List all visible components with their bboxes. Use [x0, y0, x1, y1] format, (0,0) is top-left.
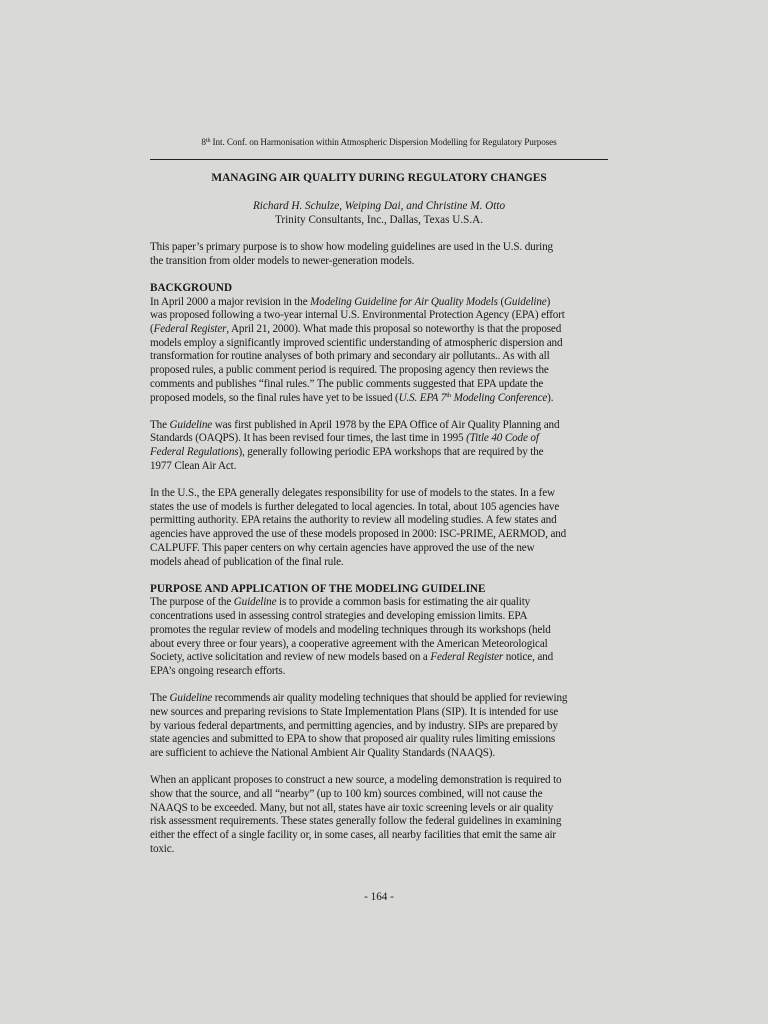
- bg-p3-line-5: CALPUFF. This paper centers on why certain agencies have approved the use of the new: [150, 541, 535, 554]
- purpose-paragraph-3: [150, 774, 608, 856]
- pu-p3-line-6: toxic.: [150, 842, 175, 855]
- background-paragraph-3: [150, 487, 608, 569]
- bg-p1-line-7: comments and publishes “final rules.” The public comments suggested that EPA update the: [150, 377, 544, 390]
- conference-name: Int. Conf. on Harmonisation within Atmospheric Dispersion Modelling for Regulatory Purposes: [210, 137, 557, 147]
- bg-p2-line-4: 1977 Clean Air Act.: [150, 459, 237, 472]
- bg-p1-line-8: proposed models, so the final rules have yet to be issued (U.S. EPA 7th Modeling Conference).: [150, 391, 554, 404]
- bg-p1-line-4: models employ a significantly improved scientific understanding of atmospheric dispersion and: [150, 336, 563, 349]
- page-number: - 164 -: [364, 891, 394, 903]
- conference-ordinal-suffix: th: [205, 138, 211, 144]
- background-paragraph-2: [150, 419, 608, 474]
- paper-page: [150, 136, 608, 856]
- bg-p3-line-3: permitting authority. EPA retains the authority to review all modeling studies. A few states and: [150, 514, 557, 527]
- pu-p2-line-5: are sufficient to achieve the National Ambient Air Quality Standards (NAAQS).: [150, 747, 495, 759]
- header-rule: [150, 159, 608, 160]
- intro-line-1: This paper’s primary purpose is to show how modeling guidelines are used in the U.S. during: [150, 241, 553, 253]
- pu-p3-line-1: When an applicant proposes to construct a new source, a modeling demonstration is required to: [150, 774, 562, 787]
- pu-p1-line-2: concentrations used in assessing control strategies and developing emission limits. EPA: [150, 610, 528, 623]
- pu-p3-line-3: NAAQS to be exceeded. Many, but not all, states have air toxic screening levels or air quality: [150, 801, 554, 814]
- bg-p3-line-1: In the U.S., the EPA generally delegates responsibility for use of models to the states. In a few: [150, 487, 555, 500]
- intro-line-2: the transition from older models to newer-generation models.: [150, 254, 415, 267]
- pu-p2-line-1: The Guideline recommends air quality modeling techniques that should be applied for reviewing: [150, 692, 568, 705]
- bg-p3-line-2: states the use of models is further delegated to local agencies. In total, about 105 agencies have: [150, 500, 560, 513]
- paper-authors: Richard H. Schulze, Weiping Dai, and Christine M. Otto: [252, 200, 506, 212]
- bg-p3-line-6: models ahead of publication of the final rule.: [150, 555, 344, 568]
- bg-p1-line-5: transformation for routine analyses of both primary and secondary air pollutants.. As with all: [150, 350, 550, 363]
- purpose-paragraph-2: [150, 692, 608, 761]
- pu-p1-line-5: Society, active solicitation and review of new models based on a Federal Register notice, and: [150, 651, 553, 664]
- paper-title: MANAGING AIR QUALITY DURING REGULATORY CHANGES: [211, 172, 547, 184]
- conference-header: [150, 136, 608, 148]
- paper-affiliation: Trinity Consultants, Inc., Dallas, Texas U.S.A.: [274, 214, 484, 226]
- conference-ordinal: 8: [201, 137, 206, 147]
- pu-p2-line-4: state agencies and submitted to EPA to show that proposed air quality rules limiting emissions: [150, 733, 556, 746]
- pu-p1-line-3: promotes the regular review of models and modeling techniques through its workshops (held: [150, 623, 551, 636]
- bg-p2-line-1: The Guideline was first published in April 1978 by the EPA Office of Air Quality Planning and: [150, 418, 560, 431]
- bg-p2-line-2: Standards (OAQPS). It has been revised four times, the last time in 1995 (Title 40 Code of: [150, 432, 539, 445]
- pu-p1-line-6: EPA’s ongoing research efforts.: [150, 664, 286, 677]
- section-heading-background: BACKGROUND: [150, 281, 233, 294]
- pu-p3-line-4: risk assessment requirements. These states generally follow the federal guidelines in examining: [150, 815, 562, 828]
- section-heading-purpose: PURPOSE AND APPLICATION OF THE MODELING GUIDELINE: [150, 582, 486, 595]
- pu-p1-line-1: The purpose of the Guideline is to provide a common basis for estimating the air quality: [150, 596, 531, 609]
- background-paragraph-1: [150, 296, 608, 406]
- bg-p3-line-4: agencies have approved the use of these models proposed in 2000: ISC-PRIME, AERMOD, and: [150, 528, 567, 541]
- pu-p3-line-2: show that the source, and all “nearby” (up to 100 km) sources combined, will not cause the: [150, 787, 543, 800]
- bg-p1-line-3: (Federal Register, April 21, 2000). What made this proposal so noteworthy is that the proposed: [150, 323, 562, 336]
- bg-p1-line-1: In April 2000 a major revision in the Modeling Guideline for Air Quality Models (Guideline): [150, 295, 551, 308]
- bg-p2-line-3: Federal Regulations), generally following periodic EPA workshops that are required by the: [150, 446, 544, 459]
- pu-p2-line-3: by various federal departments, and permitting agencies, and by industry. SIPs are prepared by: [150, 719, 558, 732]
- bg-p1-line-6: proposed rules, a public comment period is required. The proposing agency then reviews the: [150, 364, 549, 377]
- pu-p3-line-5: either the effect of a single facility or, in some cases, all nearby facilities that emit the same air: [150, 829, 556, 842]
- pu-p2-line-2: new sources and preparing revisions to State Implementation Plans (SIP). It is intended for use: [150, 705, 559, 718]
- purpose-paragraph-1: [150, 596, 608, 678]
- pu-p1-line-4: about every three or four years), a cooperative agreement with the American Meteorological: [150, 637, 548, 650]
- intro-paragraph: [150, 241, 608, 268]
- bg-p1-line-2: was proposed following a two-year internal U.S. Environmental Protection Agency (EPA) effort: [150, 309, 565, 322]
